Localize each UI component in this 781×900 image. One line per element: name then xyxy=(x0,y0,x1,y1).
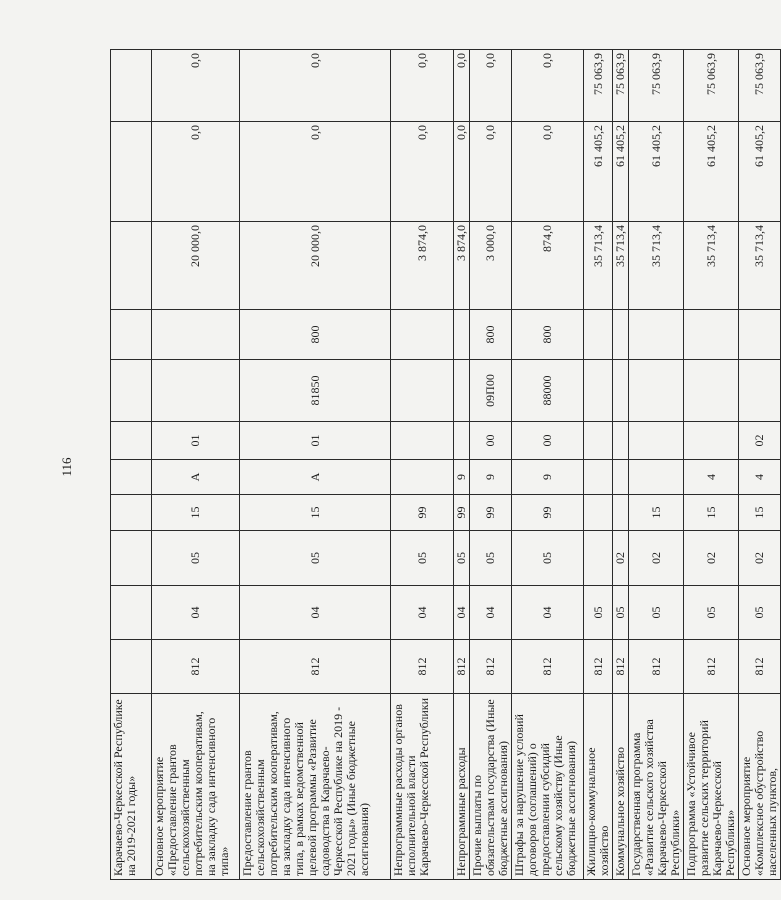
cell-ved: 812 xyxy=(470,640,512,694)
cell-expense-type: 800 xyxy=(512,310,584,360)
cell-subprogram xyxy=(629,460,684,495)
cell-pr: 05 xyxy=(391,531,454,586)
cell-name: Непрограммные расходы xyxy=(454,694,470,880)
cell-ved: 812 xyxy=(684,640,739,694)
cell-pr: 02 xyxy=(739,531,781,586)
cell-ved: 812 xyxy=(240,640,391,694)
cell-subprogram: 9 xyxy=(512,460,584,495)
cell-sum-year-2: 61 405,2 xyxy=(684,122,739,222)
cell-name: Основное мероприятие «Комплексное обустройство населенных пунктов, xyxy=(739,694,781,880)
cell-main-activity xyxy=(454,422,470,460)
cell-target-program xyxy=(584,495,613,531)
cell-ved: 812 xyxy=(739,640,781,694)
cell-name: Основное мероприятие «Предоставление грантов сельскохозяйственным потребительским кооперативам, на закладку сада интенсивного типа» xyxy=(152,694,240,880)
cell-direction-code: 88000 xyxy=(512,360,584,422)
cell-sum-year-2: 61 405,2 xyxy=(629,122,684,222)
cell-sum-year-3: 0,0 xyxy=(454,50,470,122)
cell-expense-type xyxy=(454,310,470,360)
cell-sum-year-1: 35 713,4 xyxy=(629,222,684,310)
cell-main-activity: 00 xyxy=(512,422,584,460)
cell-target-program: 99 xyxy=(470,495,512,531)
cell-direction-code xyxy=(684,360,739,422)
cell-sum-year-2: 0,0 xyxy=(152,122,240,222)
cell-sum-year-1 xyxy=(111,222,152,310)
cell-main-activity xyxy=(391,422,454,460)
cell-rz xyxy=(111,586,152,640)
cell-sum-year-1: 20 000,0 xyxy=(240,222,391,310)
cell-main-activity xyxy=(684,422,739,460)
cell-main-activity: 01 xyxy=(152,422,240,460)
cell-name: Непрограммные расходы органов исполнительной власти Карачаево-Черкесской Республики xyxy=(391,694,454,880)
cell-expense-type xyxy=(152,310,240,360)
cell-direction-code xyxy=(629,360,684,422)
cell-pr: 05 xyxy=(470,531,512,586)
cell-sum-year-1: 35 713,4 xyxy=(684,222,739,310)
cell-expense-type xyxy=(391,310,454,360)
cell-rz: 04 xyxy=(240,586,391,640)
cell-sum-year-2: 0,0 xyxy=(391,122,454,222)
cell-sum-year-3 xyxy=(111,50,152,122)
cell-main-activity xyxy=(629,422,684,460)
cell-ved: 812 xyxy=(629,640,684,694)
cell-rz: 05 xyxy=(613,586,629,640)
cell-sum-year-2: 0,0 xyxy=(512,122,584,222)
cell-sum-year-1: 35 713,4 xyxy=(584,222,613,310)
cell-ved: 812 xyxy=(512,640,584,694)
cell-main-activity: 01 xyxy=(240,422,391,460)
cell-pr: 05 xyxy=(240,531,391,586)
budget-table xyxy=(110,49,781,880)
table-row xyxy=(629,50,684,880)
cell-rz: 04 xyxy=(152,586,240,640)
cell-name: Предоставление грантов сельскохозяйственным потребительским кооперативам, на закладку сада интенсивного типа, в рамках ведомственной целевой программы «Развитие садоводства в Карачаево-Черкесской Республике на 2019 - 2021 годы» (Иные бюджетные ассигнования) xyxy=(240,694,391,880)
cell-sum-year-3: 75 063,9 xyxy=(613,50,629,122)
cell-target-program: 99 xyxy=(391,495,454,531)
cell-ved: 812 xyxy=(584,640,613,694)
cell-pr: 05 xyxy=(152,531,240,586)
cell-name: Коммунальное хозяйство xyxy=(613,694,629,880)
table-row xyxy=(584,50,613,880)
table-row xyxy=(470,50,512,880)
cell-expense-type: 800 xyxy=(240,310,391,360)
cell-direction-code xyxy=(111,360,152,422)
cell-main-activity xyxy=(111,422,152,460)
cell-main-activity: 02 xyxy=(739,422,781,460)
cell-target-program: 15 xyxy=(739,495,781,531)
cell-pr: 02 xyxy=(684,531,739,586)
cell-pr: 02 xyxy=(613,531,629,586)
cell-rz: 04 xyxy=(512,586,584,640)
cell-expense-type xyxy=(111,310,152,360)
cell-target-program xyxy=(111,495,152,531)
cell-expense-type xyxy=(629,310,684,360)
cell-direction-code: 81850 xyxy=(240,360,391,422)
cell-main-activity xyxy=(584,422,613,460)
cell-sum-year-2: 61 405,2 xyxy=(739,122,781,222)
table-row xyxy=(240,50,391,880)
cell-name: Подпрограмма «Устойчивое развитие сельских территорий Карачаево-Черкесской Республики» xyxy=(684,694,739,880)
cell-target-program xyxy=(613,495,629,531)
cell-sum-year-3: 0,0 xyxy=(470,50,512,122)
cell-ved: 812 xyxy=(152,640,240,694)
cell-direction-code xyxy=(454,360,470,422)
cell-direction-code xyxy=(152,360,240,422)
table-row xyxy=(512,50,584,880)
cell-name: Прочие выплаты по обязательствам государства (Иные бюджетные ассигнования) xyxy=(470,694,512,880)
table-row xyxy=(739,50,781,880)
cell-sum-year-3: 75 063,9 xyxy=(584,50,613,122)
cell-sum-year-3: 0,0 xyxy=(240,50,391,122)
cell-sum-year-2 xyxy=(111,122,152,222)
table-row xyxy=(111,50,152,880)
cell-target-program: 15 xyxy=(240,495,391,531)
cell-sum-year-1: 3 874,0 xyxy=(454,222,470,310)
cell-ved: 812 xyxy=(613,640,629,694)
cell-rz: 05 xyxy=(584,586,613,640)
cell-subprogram: 4 xyxy=(739,460,781,495)
cell-pr xyxy=(111,531,152,586)
cell-ved xyxy=(111,640,152,694)
cell-sum-year-3: 75 063,9 xyxy=(684,50,739,122)
cell-subprogram xyxy=(584,460,613,495)
table-row xyxy=(152,50,240,880)
cell-rz: 04 xyxy=(470,586,512,640)
cell-expense-type: 800 xyxy=(470,310,512,360)
table-body xyxy=(111,50,781,880)
cell-sum-year-1: 3 000,0 xyxy=(470,222,512,310)
table-row xyxy=(454,50,470,880)
cell-pr: 02 xyxy=(629,531,684,586)
cell-subprogram: 9 xyxy=(454,460,470,495)
page-number: 116 xyxy=(59,457,74,477)
cell-sum-year-2: 0,0 xyxy=(240,122,391,222)
cell-sum-year-3: 75 063,9 xyxy=(629,50,684,122)
cell-name: Государственная программа «Развитие сельского хозяйства Карачаево-Черкесской Республики» xyxy=(629,694,684,880)
cell-subprogram xyxy=(111,460,152,495)
cell-sum-year-1: 35 713,4 xyxy=(613,222,629,310)
cell-main-activity: 00 xyxy=(470,422,512,460)
cell-target-program: 99 xyxy=(454,495,470,531)
cell-sum-year-3: 0,0 xyxy=(512,50,584,122)
rotated-table-wrapper xyxy=(110,50,779,880)
cell-rz: 05 xyxy=(684,586,739,640)
cell-sum-year-2: 61 405,2 xyxy=(613,122,629,222)
cell-target-program: 99 xyxy=(512,495,584,531)
cell-sum-year-1: 35 713,4 xyxy=(739,222,781,310)
cell-name: Жилищно-коммунальное хозяйство xyxy=(584,694,613,880)
cell-direction-code xyxy=(613,360,629,422)
cell-direction-code: 09П00 xyxy=(470,360,512,422)
cell-ved: 812 xyxy=(391,640,454,694)
cell-rz: 05 xyxy=(739,586,781,640)
cell-sum-year-1: 3 874,0 xyxy=(391,222,454,310)
cell-subprogram: А xyxy=(152,460,240,495)
cell-sum-year-2: 0,0 xyxy=(454,122,470,222)
cell-expense-type xyxy=(613,310,629,360)
table-row xyxy=(684,50,739,880)
cell-pr xyxy=(584,531,613,586)
cell-sum-year-3: 75 063,9 xyxy=(739,50,781,122)
cell-expense-type xyxy=(684,310,739,360)
cell-sum-year-2: 61 405,2 xyxy=(584,122,613,222)
cell-rz: 04 xyxy=(391,586,454,640)
cell-sum-year-1: 874,0 xyxy=(512,222,584,310)
cell-direction-code xyxy=(739,360,781,422)
cell-pr: 05 xyxy=(512,531,584,586)
cell-target-program: 15 xyxy=(684,495,739,531)
cell-sum-year-3: 0,0 xyxy=(152,50,240,122)
cell-subprogram: А xyxy=(240,460,391,495)
cell-ved: 812 xyxy=(454,640,470,694)
cell-subprogram xyxy=(613,460,629,495)
cell-target-program: 15 xyxy=(629,495,684,531)
cell-expense-type xyxy=(584,310,613,360)
cell-target-program: 15 xyxy=(152,495,240,531)
cell-name: Карачаево-Черкесской Республике на 2019-2021 годы» xyxy=(111,694,152,880)
cell-sum-year-3: 0,0 xyxy=(391,50,454,122)
cell-name: Штрафы за нарушение условий договоров (соглашений) о предоставлении субсидий сельскому хозяйству (Иные бюджетные ассигнования) xyxy=(512,694,584,880)
table-row xyxy=(391,50,454,880)
cell-rz: 05 xyxy=(629,586,684,640)
cell-direction-code xyxy=(584,360,613,422)
cell-sum-year-2: 0,0 xyxy=(470,122,512,222)
cell-expense-type xyxy=(739,310,781,360)
cell-subprogram: 4 xyxy=(684,460,739,495)
cell-main-activity xyxy=(613,422,629,460)
cell-sum-year-1: 20 000,0 xyxy=(152,222,240,310)
cell-direction-code xyxy=(391,360,454,422)
cell-subprogram xyxy=(391,460,454,495)
table-row xyxy=(613,50,629,880)
cell-pr: 05 xyxy=(454,531,470,586)
cell-rz: 04 xyxy=(454,586,470,640)
cell-subprogram: 9 xyxy=(470,460,512,495)
